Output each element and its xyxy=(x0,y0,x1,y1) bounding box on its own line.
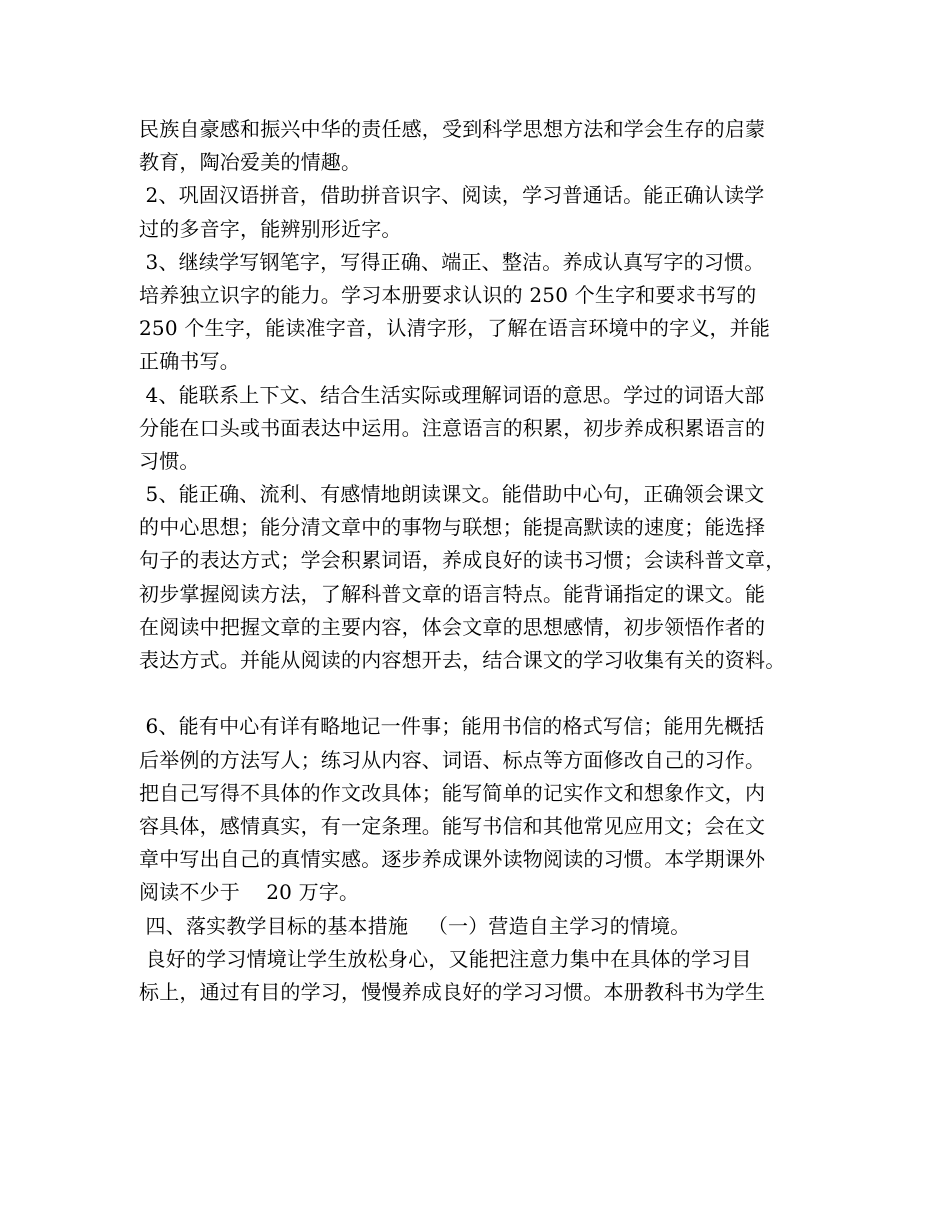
text-line: 分能在口头或书面表达中运用。注意语言的积累，初步养成积累语言的 xyxy=(139,415,766,440)
text-line: 过的多音字，能辨别形近字。 xyxy=(139,216,402,241)
text-line: 3、继续学写钢笔字，写得正确、端正、整洁。养成认真写字的习惯。 xyxy=(139,249,765,274)
text-line: 5、能正确、流利、有感情地朗读课文。能借助中心句，正确领会课文 xyxy=(139,482,765,507)
text-line: 章中写出自己的真情实感。逐步养成课外读物阅读的习惯。本学期课外 xyxy=(139,847,766,872)
text-line: 6、能有中心有详有略地记一件事；能用书信的格式写信；能用先概括 xyxy=(139,714,765,739)
text-line: 的中心思想；能分清文章中的事物与联想；能提高默读的速度；能选择 xyxy=(139,515,766,540)
text-line: 4、能联系上下文、结合生活实际或理解词语的意思。学过的词语大部 xyxy=(139,382,765,407)
text-line: 句子的表达方式；学会积累词语，养成良好的读书习惯；会读科普文章， xyxy=(139,548,786,573)
text-line: 标上，通过有目的学习，慢慢养成良好的学习习惯。本册教科书为学生 xyxy=(139,979,766,1004)
text-line: 教育，陶冶爱美的情趣。 xyxy=(139,150,362,175)
text-line: 习惯。 xyxy=(139,448,200,473)
text-line: 表达方式。并能从阅读的内容想开去，结合课文的学习收集有关的资料。 xyxy=(139,648,786,672)
text-line: 容具体，感情真实，有一定条理。能写书信和其他常见应用文；会在文 xyxy=(139,813,766,838)
text-line: 250 个生字，能读准字音，认清字形，了解在语言环境中的字义，并能 xyxy=(139,316,771,341)
paragraph-gap xyxy=(139,677,829,710)
section-heading: 四、落实教学目标的基本措施 （一）营造自主学习的情境。 xyxy=(139,913,691,938)
text-line: 民族自豪感和振兴中华的责任感，受到科学思想方法和学会生存的启蒙 xyxy=(139,117,766,141)
text-line: 阅读不少于 20 万字。 xyxy=(139,880,360,905)
text-line: 把自己写得不具体的作文改具体；能写简单的记实作文和想象作文，内 xyxy=(139,780,766,805)
text-line: 良好的学习情境让学生放松身心，又能把注意力集中在具体的学习目 xyxy=(139,946,752,971)
document-body xyxy=(139,113,829,1009)
text-line: 2、巩固汉语拼音，借助拼音识字、阅读，学习普通话。能正确认读学 xyxy=(139,183,765,208)
text-line: 初步掌握阅读方法，了解科普文章的语言特点。能背诵指定的课文。能 xyxy=(139,581,766,606)
text-line: 正确书写。 xyxy=(139,349,240,374)
text-line: 培养独立识字的能力。学习本册要求认识的 250 个生字和要求书写的 xyxy=(139,282,757,307)
text-line: 后举例的方法写人；练习从内容、词语、标点等方面修改自己的习作。 xyxy=(139,747,766,772)
text-line: 在阅读中把握文章的主要内容，体会文章的思想感情，初步领悟作者的 xyxy=(139,614,766,639)
